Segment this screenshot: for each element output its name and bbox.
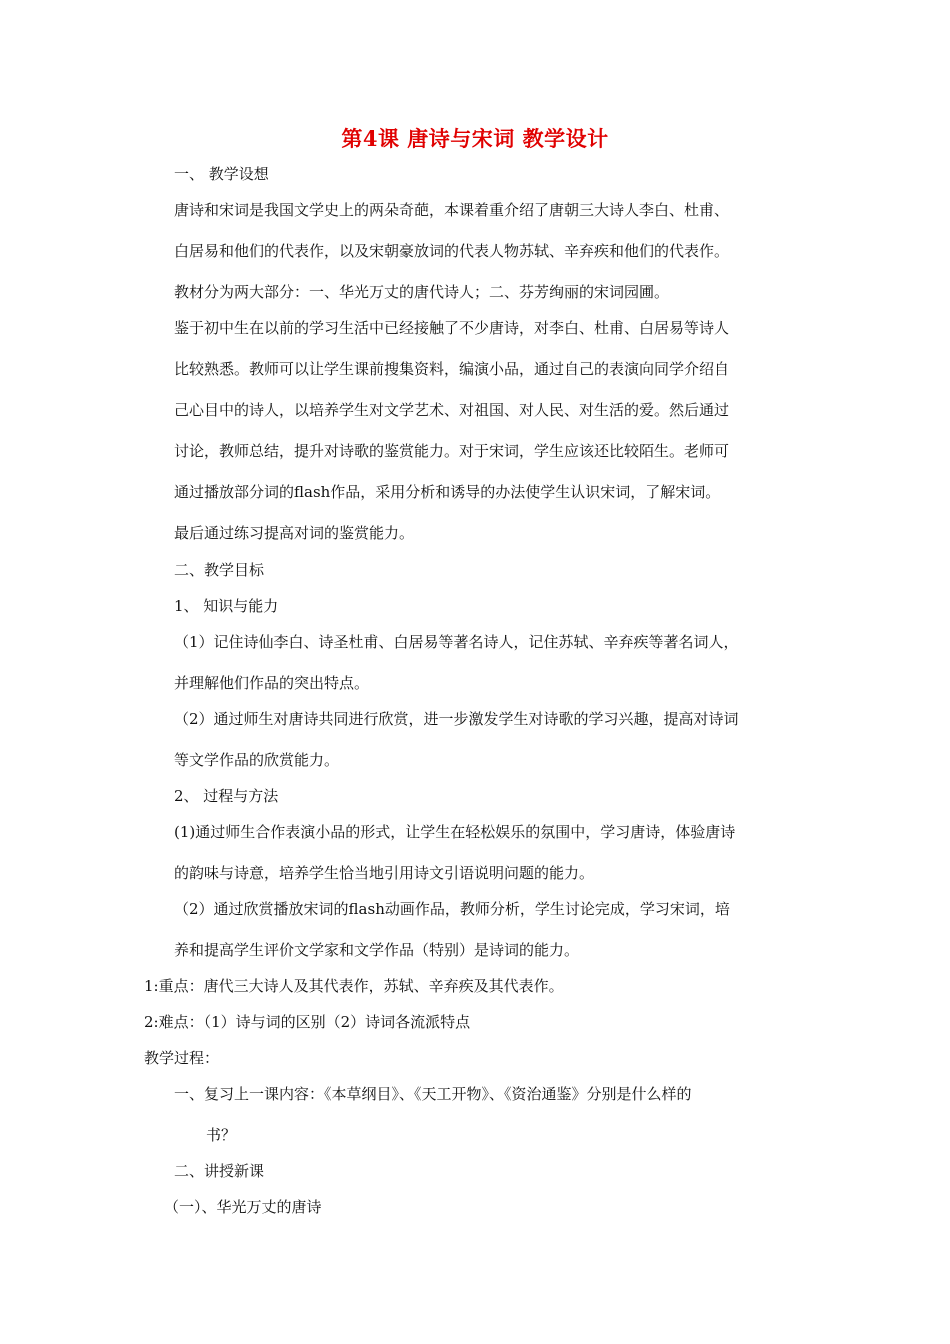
paragraph-line: 一、复习上一课内容：《本草纲目》、《天工开物》、《资治通鉴》分别是什么样的	[174, 1085, 692, 1103]
paragraph-line: 等文学作品的欣赏能力。	[174, 751, 340, 769]
paragraph-line: 己心目中的诗人，以培养学生对文学艺术、对祖国、对人民、对生活的爱。然后通过	[174, 401, 730, 419]
paragraph-line: 养和提高学生评价文学家和文学作品（特别）是诗词的能力。	[174, 941, 580, 959]
paragraph-line: 讨论，教师总结，提升对诗歌的鉴赏能力。对于宋词，学生应该还比较陌生。老师可	[174, 442, 730, 460]
paragraph-line: 比较熟悉。教师可以让学生课前搜集资料，编演小品，通过自己的表演向同学介绍自	[174, 360, 730, 378]
paragraph-line: 书？	[206, 1126, 237, 1144]
section-heading: 二、教学目标	[174, 561, 265, 579]
paragraph-line: （2）通过欣赏播放宋词的flash动画作品，教师分析，学生讨论完成，学习宋词，培	[174, 900, 730, 918]
paragraph-line: 白居易和他们的代表作，以及宋朝豪放词的代表人物苏轼、辛弃疾和他们的代表作。	[174, 242, 730, 260]
paragraph-line: 鉴于初中生在以前的学习生活中已经接触了不少唐诗，对李白、杜甫、白居易等诗人	[174, 319, 730, 337]
paragraph-line: 教材分为两大部分：一、华光万丈的唐代诗人；二、芬芳绚丽的宋词园圃。	[174, 283, 670, 301]
paragraph-line: 唐诗和宋词是我国文学史上的两朵奇葩，本课着重介绍了唐朝三大诗人李白、杜甫、	[174, 201, 730, 219]
paragraph-line: 并理解他们作品的突出特点。	[174, 674, 370, 692]
page-title: 第4课 唐诗与宋词 教学设计	[341, 126, 609, 151]
paragraph-line: (1)通过师生合作表演小品的形式，让学生在轻松娱乐的氛围中，学习唐诗，体验唐诗	[174, 823, 736, 841]
subsection-heading: 2、 过程与方法	[174, 787, 279, 805]
paragraph-line: （1）记住诗仙李白、诗圣杜甫、白居易等著名诗人，记住苏轼、辛弃疾等著名词人，	[174, 633, 739, 651]
section-heading: 一、 教学设想	[174, 165, 269, 183]
key-point-line: 1:重点：唐代三大诗人及其代表作，苏轼、辛弃疾及其代表作。	[144, 977, 564, 995]
paragraph-line: 最后通过练习提高对词的鉴赏能力。	[174, 524, 415, 542]
difficulty-line: 2:难点：（1）诗与词的区别（2）诗词各流派特点	[144, 1013, 471, 1031]
paragraph-line: 的韵味与诗意，培养学生恰当地引用诗文引语说明问题的能力。	[174, 864, 595, 882]
section-heading: 教学过程：	[144, 1049, 220, 1067]
paragraph-line: 通过播放部分词的flash作品，采用分析和诱导的办法使学生认识宋词，了解宋词。	[174, 483, 721, 501]
subsection-heading: （一）、华光万丈的唐诗	[164, 1198, 322, 1216]
section-heading: 二、讲授新课	[174, 1162, 265, 1180]
paragraph-line: （2）通过师生对唐诗共同进行欣赏，进一步激发学生对诗歌的学习兴趣，提高对诗词	[174, 710, 739, 728]
subsection-heading: 1、 知识与能力	[174, 597, 279, 615]
